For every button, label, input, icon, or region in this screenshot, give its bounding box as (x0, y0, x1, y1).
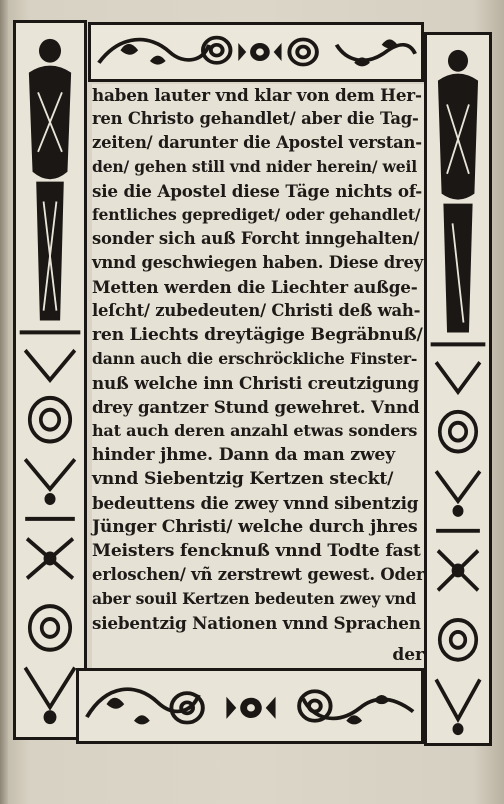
text-line: ren Christo gehandlet/ aber die Tag- (92, 109, 419, 128)
text-line: drey gantzer Stund gewehret. Vnnd (92, 397, 420, 417)
page-gutter-shadow (0, 0, 8, 804)
text-line: zeiten/ darunter die Apostel verstan- (92, 133, 422, 152)
text-line: haben lauter vnd klar von dem Her- (92, 85, 422, 105)
text-line: siebentzig Nationen vnnd Sprachen (92, 613, 421, 633)
woodcut-border-right (424, 32, 492, 746)
text-line: Meisters fencknuß vnnd Todte fast (92, 541, 421, 561)
text-line: nuß welche inn Christi creutzigung (92, 373, 419, 393)
body-text (92, 84, 424, 668)
scroll-ornament-icon (79, 671, 421, 741)
text-line: fentliches geprediget/ oder gehandlet/ (92, 205, 421, 224)
text-line: sie die Apostel diese Täge nichts of- (92, 181, 423, 201)
woodcut-border-left (13, 20, 87, 740)
text-line: hinder jhme. Dann da man zwey (92, 445, 395, 465)
text-line: leſcht/ zubedeuten/ Christi deß wah- (92, 301, 421, 320)
text-line: vnnd geschwiegen haben. Diese drey (92, 253, 424, 272)
text-line: hat auch deren anzahl etwas sonders (92, 421, 418, 440)
woodcut-border-bottom (76, 668, 424, 744)
text-line: den/ gehen still vnd nider herein/ weil (92, 157, 417, 176)
text-line: aber souil Kertzen bedeuten zwey vnd (92, 589, 417, 608)
figure-ornament-icon (16, 23, 84, 737)
text-line: sonder sich auß Forcht inngehalten/ (92, 229, 420, 248)
text-line: vnnd Siebentzig Kertzen steckt/ (92, 469, 394, 489)
text-line: dann auch die erschröckliche Finster- (92, 349, 418, 368)
text-line: erloschen/ vñ zerstrewt gewest. Oder (92, 565, 425, 584)
text-line: Jünger Christi/ welche durch jhres (92, 517, 418, 537)
woodcut-border-top (88, 22, 424, 82)
scroll-ornament-icon (91, 25, 421, 79)
catchword: der (392, 645, 424, 665)
figure-ornament-icon (427, 35, 489, 743)
text-line: bedeuttens die zwey vnnd sibentzig (92, 493, 419, 513)
text-line: Metten werden die Liechter außge- (92, 277, 418, 297)
text-line: ren Liechts dreytägige Begräbnuß/ (92, 325, 423, 345)
